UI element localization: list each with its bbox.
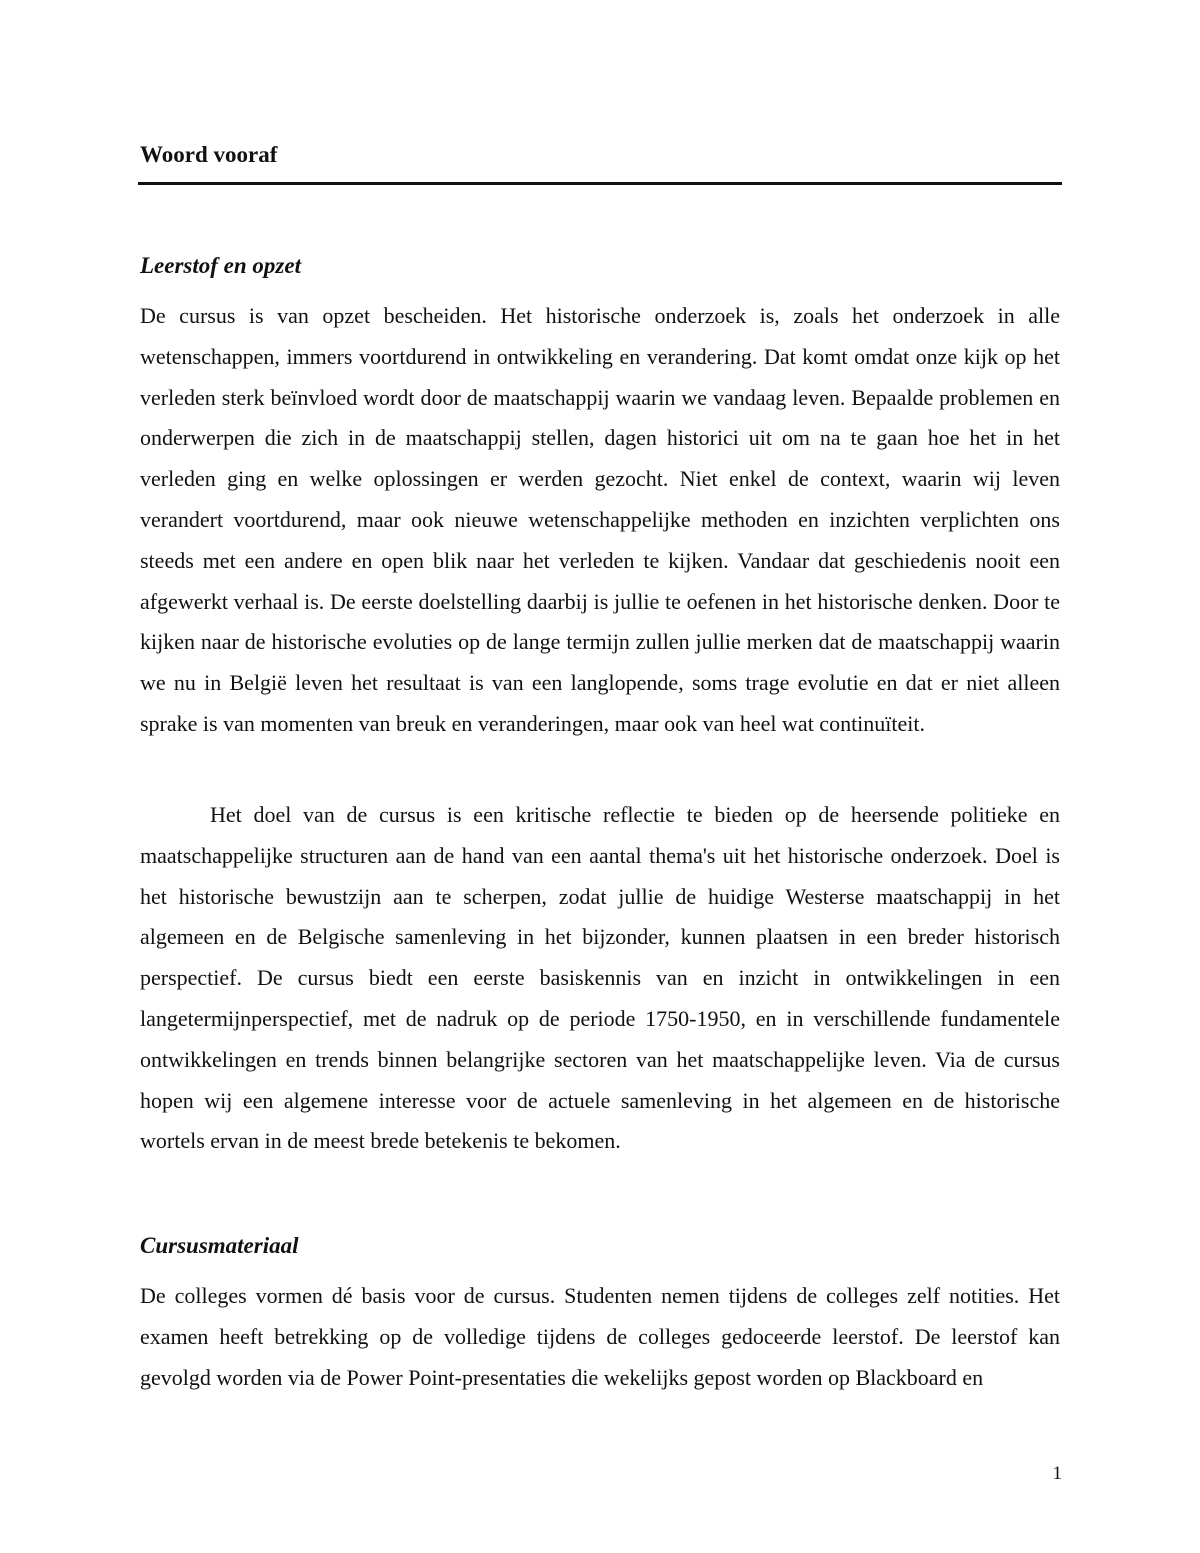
title-underline-rule (138, 182, 1062, 185)
page-title: Woord vooraf (140, 142, 278, 167)
page-number: 1 (1052, 1463, 1062, 1484)
section-heading-leerstof-en-opzet: Leerstof en opzet (140, 253, 301, 278)
paragraph-leerstof-1: De cursus is van opzet bescheiden. Het historische onderzoek is, zoals het onderzoek in alle wetenschappen, immers voortdurend in ontwikkeling en verandering. Dat komt omdat onze kijk op het verleden sterk beïnvloed wordt door de maatschappij waarin we vandaag leven. Bepaalde problemen en onderwerpen die zich in de maatschappij stellen, dagen historici uit om na te gaan hoe het in het verleden ging en welke oplossingen er werden gezocht. Niet enkel de context, waarin wij leven verandert voortdurend, maar ook nieuwe wetenschappelijke methoden en inzichten verplichten ons steeds met een andere en open blik naar het verleden te kijken. Vandaar dat geschiedenis nooit een afgewerkt verhaal is. De eerste doelstelling daarbij is jullie te oefenen in het historische denken. Door te kijken naar de historische evoluties op de lange termijn zullen jullie merken dat de maatschappij waarin we nu in België leven het resultaat is van een langlopende, soms trage evolutie en dat er niet alleen sprake is van momenten van breuk en veranderingen, maar ook van heel wat continuïteit. (140, 303, 1060, 736)
section-heading-cursusmateriaal: Cursusmateriaal (140, 1233, 299, 1258)
paragraph-cursusmateriaal-1: De colleges vormen dé basis voor de cursus. Studenten nemen tijdens de colleges zelf notities. Het examen heeft betrekking op de volledige tijdens de colleges gedoceerde leerstof. De leerstof kan gevolgd worden via de Power Point-presentaties die wekelijks gepost worden op Blackboard en (140, 1283, 1060, 1390)
paragraph-leerstof-2: Het doel van de cursus is een kritische reflectie te bieden op de heersende politieke en maatschappelijke structuren aan de hand van een aantal thema's uit het historische onderzoek. Doel is het historische bewustzijn aan te scherpen, zodat jullie de huidige Westerse maatschappij in het algemeen en de Belgische samenleving in het bijzonder, kunnen plaatsen in een breder historisch perspectief. De cursus biedt een eerste basiskennis van en inzicht in ontwikkelingen in een langetermijnperspectief, met de nadruk op de periode 1750-1950, en in verschillende fundamentele ontwikkelingen en trends binnen belangrijke sectoren van het maatschappelijke leven. Via de cursus hopen wij een algemene interesse voor de actuele samenleving in het algemeen en de historische wortels ervan in de meest brede betekenis te bekomen. (140, 802, 1060, 1154)
